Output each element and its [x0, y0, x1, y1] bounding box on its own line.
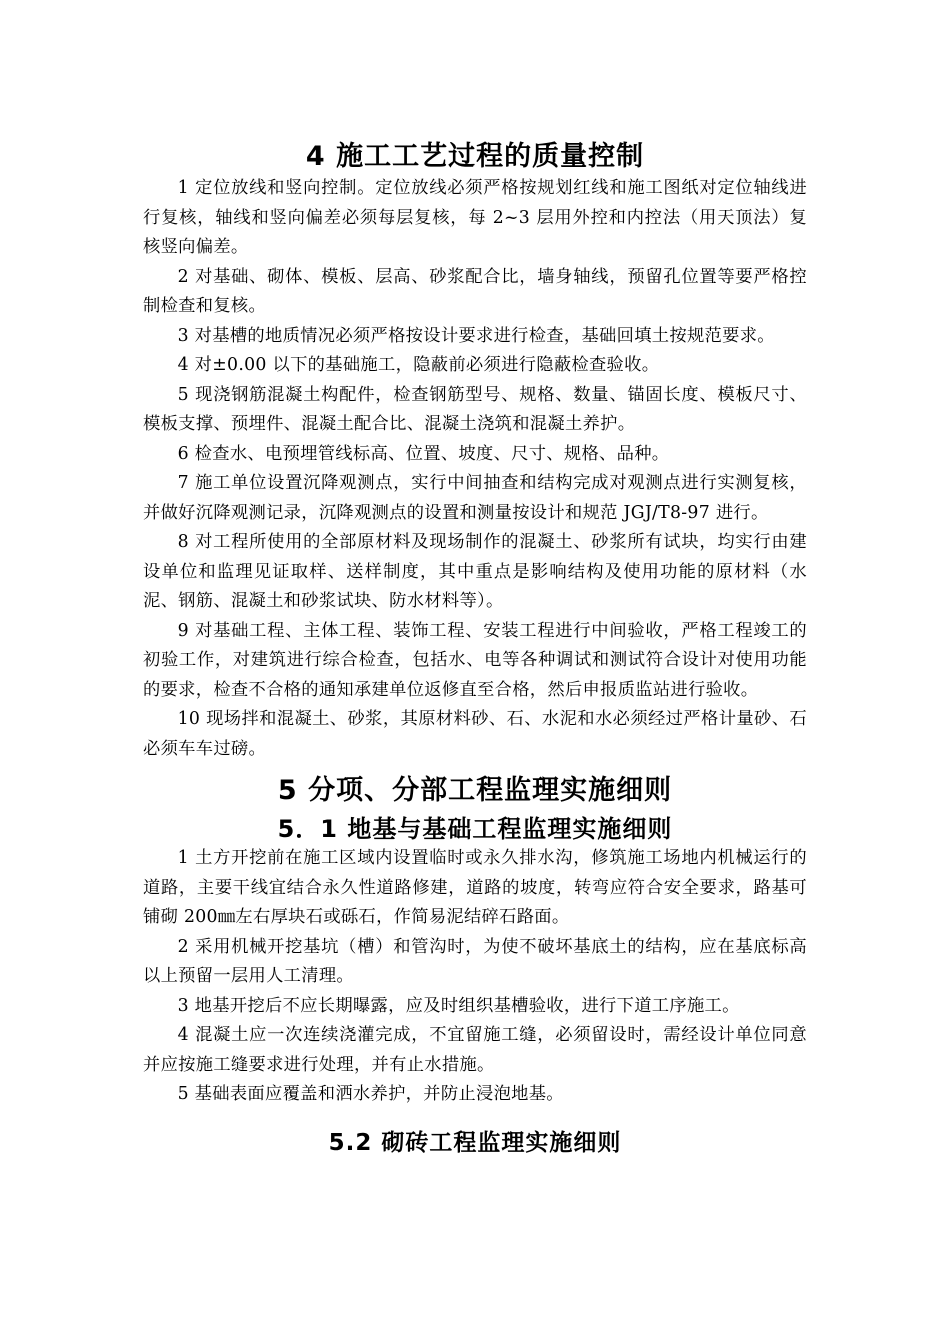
section-4-item-10: 10 现场拌和混凝土、砂浆，其原材料砂、石、水泥和水必须经过严格计量砂、石必须车车过磅。	[143, 709, 807, 759]
section-5-1-heading: 5．1 地基与基础工程监理实施细则	[277, 815, 673, 843]
section-4-item-6: 6 检查水、电预埋管线标高、位置、坡度、尺寸、规格、品种。	[177, 443, 670, 464]
section-5-1-item-4: 4 混凝土应一次连续浇灌完成，不宜留施工缝，必须留设时，需经设计单位同意并应按施工缝要求进行处理，并有止水措施。	[143, 1025, 807, 1075]
section-4-item-9: 9 对基础工程、主体工程、装饰工程、安装工程进行中间验收，严格工程竣工的初验工作，对建筑进行综合检查，包括水、电等各种调试和测试符合设计对使用功能的要求，检查不合格的通知承建单位返修直至合格，然后申报质监站进行验收。	[143, 620, 807, 700]
section-4-item-1: 1 定位放线和竖向控制。定位放线必须严格按规划红线和施工图纸对定位轴线进行复核，轴线和竖向偏差必须每层复核，每 2~3 层用外控和内控法（用天顶法）复核竖向偏差。	[143, 178, 807, 257]
section-5-1-item-2: 2 采用机械开挖基坑（槽）和管沟时，为使不破坏基底土的结构，应在基底标高以上预留一层用人工清理。	[143, 936, 807, 986]
section-5-1-item-3: 3 地基开挖后不应长期曝露，应及时组织基槽验收，进行下道工序施工。	[177, 995, 740, 1016]
section-4-body	[143, 174, 807, 764]
section-5-1-item-5: 5 基础表面应覆盖和洒水养护，并防止浸泡地基。	[177, 1084, 564, 1104]
section-4-item-5: 5 现浇钢筋混凝土构配件，检查钢筋型号、规格、数量、锚固长度、模板尺寸、模板支撑、预埋件、混凝土配合比、混凝土浇筑和混凝土养护。	[143, 384, 807, 434]
section-4-heading: 4 施工工艺过程的质量控制	[305, 141, 645, 172]
section-5-2-heading: 5.2 砌砖工程监理实施细则	[328, 1129, 622, 1156]
section-4-item-7: 7 施工单位设置沉降观测点，实行中间抽查和结构完成对观测点进行实测复核，并做好沉降观测记录，沉降观测点的设置和测量按设计和规范 JGJ/T8-97 进行。	[143, 473, 807, 523]
section-4-item-8: 8 对工程所使用的全部原材料及现场制作的混凝土、砂浆所有试块，均实行由建设单位和监理见证取样、送样制度，其中重点是影响结构及使用功能的原材料（水泥、钢筋、混凝土和砂浆试块、防水材料等）。	[143, 532, 807, 611]
section-5-1-body	[143, 844, 807, 1110]
section-4-item-2: 2 对基础、砌体、模板、层高、砂浆配合比，墙身轴线，预留孔位置等要严格控制检查和复核。	[143, 266, 807, 316]
section-5-heading: 5 分项、分部工程监理实施细则	[277, 775, 673, 806]
section-4-item-4: 4 对±0.00 以下的基础施工，隐蔽前必须进行隐蔽检查验收。	[177, 355, 660, 375]
section-4-item-3: 3 对基槽的地质情况必须严格按设计要求进行检查，基础回填土按规范要求。	[177, 325, 775, 346]
section-5-1-item-1: 1 土方开挖前在施工区域内设置临时或永久排水沟，修筑施工场地内机械运行的道路，主要干线宜结合永久性道路修建，道路的坡度，转弯应符合安全要求，路基可铺砌 200㎜左右厚块石或砾石，作简易泥结碎石路面。	[143, 848, 807, 927]
